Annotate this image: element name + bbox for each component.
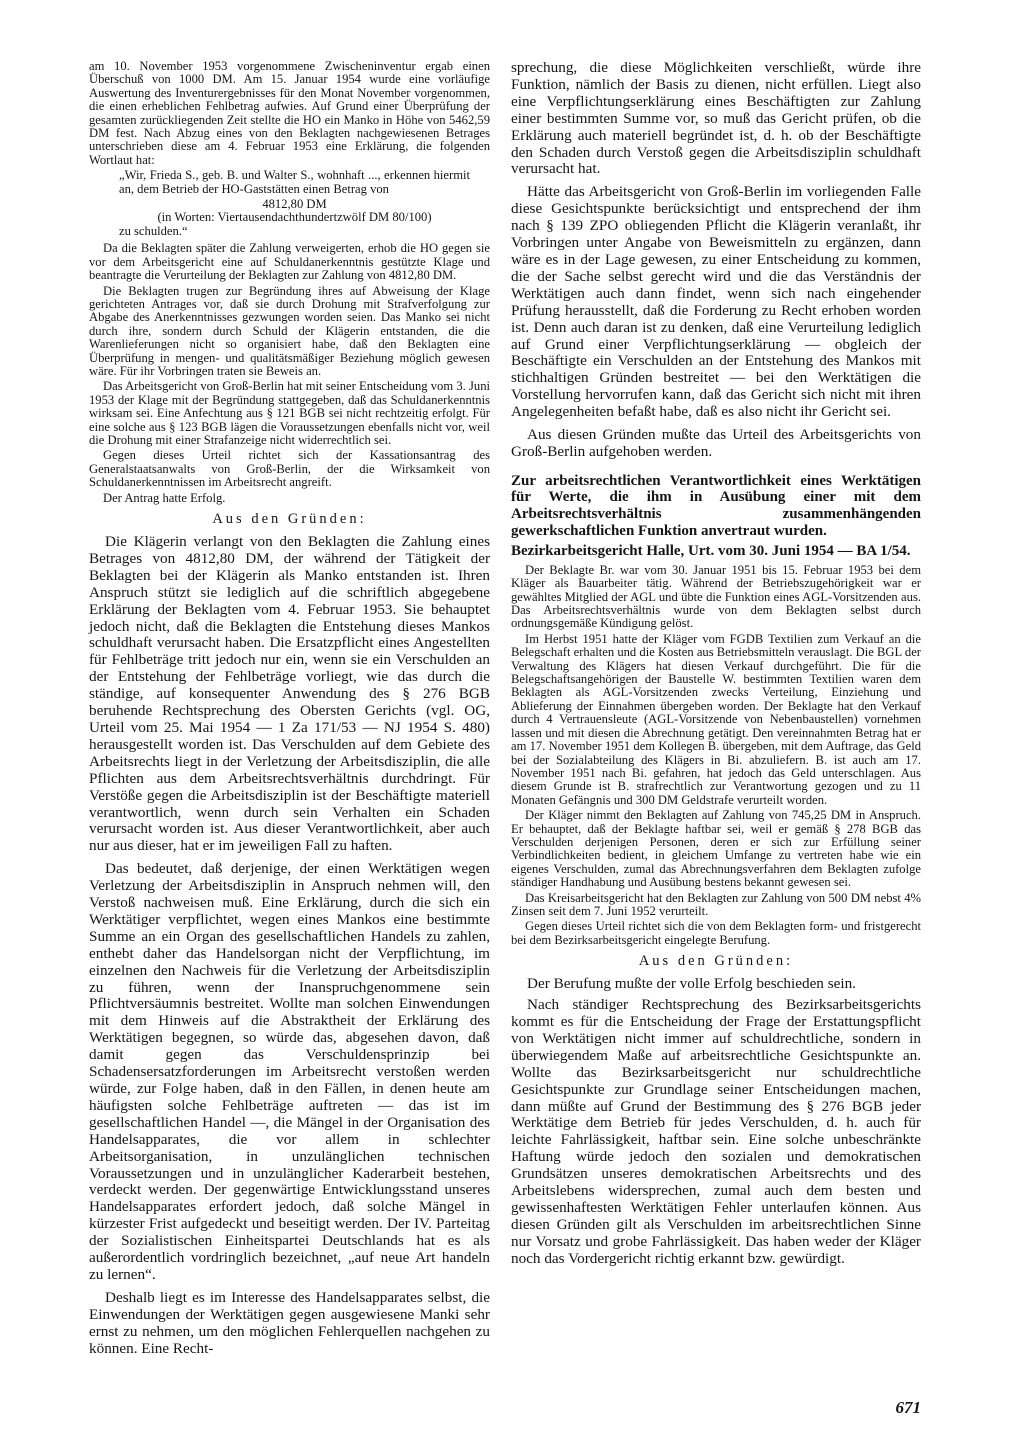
- section-heading: Aus den Gründen:: [212, 511, 367, 527]
- quoted-declaration: [89, 169, 490, 238]
- paragraph: Gegen dieses Urteil richtet sich die von dem Beklagten form- und fristgerecht bei dem Bezirksarbeitsgericht eingelegte Berufung.: [511, 919, 921, 947]
- page-number: 671: [895, 1398, 921, 1417]
- court-citation: Bezirkarbeitsgericht Halle, Urt. vom 30. Juni 1954 — BA 1/54.: [511, 543, 911, 560]
- paragraph: Das Kreisarbeitsgericht hat den Beklagten zur Zahlung von 500 DM nebst 4% Zinsen seit dem 7. Juni 1952 verurteilt.: [511, 890, 921, 918]
- paragraph: Der Kläger nimmt den Beklagten auf Zahlung von 745,25 DM in Anspruch. Er behauptet, daß der Beklagte haftbar sei, weil er gemäß § 278 BGB das Verschulden derjenigen Personen, deren er sich zur Erfüllung seiner Verbindlichkeiten bedient, in gleichem Umfange zu vertreten habe wie ein eigenes Verschulden, zumal das Abrechnungsverfahren dem Beklagten zufolge ständiger Handhabung und Ausübung bestens bekannt gewesen sei.: [511, 808, 921, 890]
- paragraph: Da die Beklagten später die Zahlung verweigerten, erhob die HO gegen sie vor dem Arbeitsgericht eine auf Schuldanerkenntnis gestützte Klage und beantragte die Verurteilung der Beklagten zur Zahlung von 4812,80 DM.: [89, 241, 490, 283]
- paragraph: Im Herbst 1951 hatte der Kläger vom FGDB Textilien zum Verkauf an die Belegschaft erhalten und die Kosten aus Betriebsmitteln verauslagt. Die BGL der Verwaltung des Klägers hat diesen Verkauf durchgeführt. Die für die Belegschaftsangehörigen der Baustelle W. bestimmten Textilien waren dem Beklagten als AGL-Vorsitzenden zwecks Verteilung, Einziehung und Ablieferung der Einnahmen übergeben worden. Der Beklagte hat den Verkauf durch 4 Vertrauensleute (AGL-Vorsitzende von Nebenbaustellen) vornehmen lassen und mit diesen die Abrechnung getätigt. Den vereinnahmten Betrag hat er am 17. November 1951 dem Kollegen B. übergeben, mit dem Auftrage, das Geld bei der Sozialabteilung des Klägers in Bi. abzuliefern. B. ist auch am 17. November 1951 nach Bi. gefahren, hat jedoch das Geld unterschlagen. Aus diesem Grunde ist B. strafrechtlich zur Verantwortung gezogen und zu 11 Monaten Gefängnis und 300 DM Geldstrafe verurteilt worden.: [511, 631, 921, 807]
- paragraph: Die Klägerin verlangt von den Beklagten die Zahlung eines Betrages von 4812,80 DM, der während der Tätigkeit der Beklagten bei der Klägerin als Manko entstanden ist. Ihren Anspruch stützt sie lediglich auf die schriftlich abgegebene Erklärung der Beklagten vom 4. Februar 1953. Sie behauptet jedoch nicht, daß die Beklagten die Entstehung dieses Mankos schuldhaft verursacht haben. Die Ersatzpflicht eines Angestellten für Fehlbeträge tritt jedoch nur ein, wenn sie ein Verschulden an der Entstehung der Fehlbeträge vorliegt, wie das durch die ständige, auf konsequenter Anwendung des § 276 BGB beruhende Rechtsprechung des Obersten Gerichts (vgl. OG, Urteil vom 25. Mai 1954 — 1 Za 171/53 — NJ 1954 S. 480) herausgestellt worden ist. Das Verschulden auf dem Gebiete des Arbeitsrechts liegt in der Verletzung der Arbeitsdisziplin, die alle Pflichten aus dem Arbeitsrechtsverhältnis durchdringt. Für Verstöße gegen die Arbeitsdisziplin ist der Beschäftigte materiell verantwortlich, wenn durch sein Verhalten ein Schaden verursacht worden ist. Aus dieser Verantwortlichkeit, aber auch nur aus dieser, hat er im jeweiligen Fall zu haften.: [89, 533, 490, 855]
- paragraph: Gegen dieses Urteil richtet sich der Kassationsantrag des Generalstaatsanwalts von Groß-Berlin, der die Wirksamkeit von Schuldanerkenntnissen im Arbeitsrecht angreift.: [89, 448, 490, 490]
- section-heading: Aus den Gründen:: [638, 953, 794, 970]
- paragraph: Die Beklagten trugen zur Begründung ihres auf Abweisung der Klage gerichteten Antrages vor, daß sie durch Drohung mit Strafverfolgung zur Abgabe des Anerkenntnisses gezwungen worden seien. Das Manko sei nicht durch ihre, sondern durch Schuld der Klägerin entstanden, die die Warenlieferungen nicht so organisiert habe, daß den Beklagten eine Überprüfung in mengen- und qualitätsmäßiger Beziehung möglich gewesen wäre. Für ihr Vorbringen traten sie Beweis an.: [89, 283, 490, 378]
- paragraph: Deshalb liegt es im Interesse des Handelsapparates selbst, die Einwendungen der Werktätigen gegen ausgewiesene Manki sehr ernst zu nehmen, um den möglichen Fehlerquellen nachgehen zu können. Eine Recht-: [89, 1288, 490, 1357]
- paragraph: Hätte das Arbeitsgericht von Groß-Berlin im vorliegenden Falle diese Gesichtspunkte berücksichtigt und entsprechend der ihm nach § 139 ZPO obliegenden Pflicht die Klägerin veranlaßt, ihr Vorbringen unter Angabe von Beweismitteln zu ergänzen, dann wäre es in der Lage gewesen, zu einer Entscheidung zu kommen, die der Sache selbst gerecht wird und die das Verständnis der Werktätigen auch dann findet, wenn sich nach eingehender Prüfung herausstellt, daß die Forderung zu Recht erhoben worden ist. Denn auch daran ist zu denken, daß eine Verurteilung lediglich auf Grund einer Verpflichtungserklärung — obgleich der Beschäftigte ein Verschulden an der Entstehung des Mankos mit stichhaltigen Gründen bestreitet — bei den Werktätigen die Vorstellung hervorrufen kann, daß das Gericht sich nicht mit ihren Angelegenheiten befaßt habe, daß es also nicht ihr Gericht sei.: [511, 183, 921, 421]
- paragraph: sprechung, die diese Möglichkeiten verschließt, würde ihre Funktion, nämlich der Basis zu dienen, nicht erfüllen. Liegt also eine Verpflichtungserklärung eines Beschäftigten zur Zahlung einer bestimmten Summe vor, so muß das Gericht prüfen, ob die Erklärung auch materiell begründet ist, d. h. ob der Beschäftigte den Schaden durch Verstoß gegen die Arbeitsdisziplin schuldhaft verursacht hat.: [511, 59, 921, 178]
- paragraph: Das bedeutet, daß derjenige, der einen Werktätigen wegen Verletzung der Arbeitsdisziplin in Anspruch nehmen will, den Verstoß nachweisen muß. Eine Erklärung, durch die sich ein Werktätiger verpflichtet, wegen eines Mankos eine bestimmte Summe an ein Organ des gesellschaftlichen Handels zu zahlen, enthebt daher das Handelsorgan nicht der Verpflichtung, im einzelnen den Nachweis für die Verletzung der Arbeitsdisziplin zu führen, wenn der Inanspruchgenommene sein Pflichtversäumnis bestreitet. Wollte man solchen Einwendungen mit dem Hinweis auf die Abstraktheit der Erklärung des Werktätigen begegnen, so würde das, abgesehen davon, daß damit gegen das Verschuldensprinzip bei Schadensersatzforderungen im Arbeitsrecht verstoßen werden würde, zur Folge haben, daß in den Fällen, in denen heute am häufigsten solche Fehlbeträge auftreten — das ist im gesellschaftlichen Handel —, die Mängel in der Organisation des Handelsapparates, die vor allem in schlechter Arbeitsorganisation, in unzulänglichen technischen Voraussetzungen und in unzulänglicher Kaderarbeit bestehen, verdeckt werden. Der gegenwärtige Entwicklungsstand unseres Handelsapparates erfordert jedoch, daß solche Mängel in kürzester Frist aufgedeckt und beseitigt werden. Der IV. Parteitag der Sozialistischen Einheitspartei Deutschlands hat es als außerordentlich vordringlich bezeichnet, „auf neue Art handeln zu lernen“.: [89, 860, 490, 1283]
- paragraph: Der Antrag hatte Erfolg.: [103, 490, 226, 505]
- quote-amount-words: (in Worten: Viertausendachthundertzwölf DM 80/100): [157, 210, 432, 225]
- quote-text: „Wir, Frieda S., geb. B. und Walter S., wohnhaft ..., erkennen hiermit an, dem Betrieb der HO-Gaststätten einen Betrag von: [119, 168, 470, 196]
- paragraph: Der Beklagte Br. war vom 30. Januar 1951 bis 15. Februar 1953 bei dem Kläger als Bauarbeiter tätig. Während der Betriebszugehörigkeit war er gewähltes Mitglied der AGL und übte die Funktion eines AGL-Vorsitzenden aus. Das Arbeitsrechtsverhältnis wurde von dem Beklagten selbst durch ordnungsgemäße Kündigung gelöst.: [511, 562, 921, 631]
- left-column: [89, 60, 490, 1362]
- paragraph: Aus diesen Gründen mußte das Urteil des Arbeitsgerichts von Groß-Berlin aufgehoben werden.: [511, 426, 921, 460]
- paragraph: am 10. November 1953 vorgenommene Zwischeninventur ergab einen Überschuß von 1000 DM. Am 15. Januar 1954 wurde eine vorläufige Auswertung des Inventurergebnisses für den Monat November vorgenommen, die einen erheblichen Fehlbetrag aufwies. Auf Grund einer Überprüfung der gesamten zurückliegenden Zeit stellte die HO ein Manko in Höhe von 5462,59 DM fest. Nach Abzug eines von den Beklagten nachgewiesenen Betrages unterschrieben diese am 4. Februar 1953 eine Erklärung, die folgenden Wortlaut hat:: [89, 59, 490, 167]
- paragraph: Das Arbeitsgericht von Groß-Berlin hat mit seiner Entscheidung vom 3. Juni 1953 der Klage mit der Begründung stattgegeben, daß das Schuldanerkenntnis wirksam sei. Eine Anfechtung aus § 121 BGB sei nicht rechtzeitig erfolgt. Für eine solche aus § 123 BGB lägen die Voraussetzungen ebenfalls nicht vor, weil die Drohung mit einer Strafanzeige nicht widerrechtlich sei.: [89, 379, 490, 447]
- quote-amount: 4812,80 DM: [262, 197, 327, 212]
- paragraph: Nach ständiger Rechtsprechung des Bezirksarbeitsgerichts kommt es für die Entscheidung der Frage der Erstattungspflicht von Werktätigen nicht immer auf schuldrechtliche, sondern in überwiegendem Maße auf arbeitsrechtliche Gesichtspunkte an. Wollte das Bezirksarbeitsgericht nur schuldrechtliche Gesichtspunkte zur Grundlage seiner Entscheidungen machen, dann müßte auf Grund der Bestimmung des § 276 BGB jeder Werktätige dem Betrieb für jedes Verschulden, d. h. auch für leichte Fahrlässigkeit, haftbar sein. Eine solche unbeschränkte Haftung würde jedoch den sozialen und demokratischen Grundsätzen unseres demokratischen Arbeitsrechts und des Arbeitslebens widersprechen, zumal auch dem besten und gewissenhaftesten Werktätigen Fehler unterlaufen können. Aus diesen Gründen gilt als Verschulden im arbeitsrechtlichen Sinne nur Vorsatz und grobe Fahrlässigkeit. Das haben weder der Kläger noch das Vordergericht richtig erkannt bzw. gewürdigt.: [511, 996, 921, 1267]
- article-headline: Zur arbeitsrechtlichen Verantwortlichkeit eines Werktätigen für Werte, die ihm in Ausübung einer mit dem Arbeitsrechtsverhältnis zusammenhängenden gewerkschaftlichen Funktion anvertraut wurden.: [511, 472, 921, 539]
- paragraph: Der Berufung mußte der volle Erfolg beschieden sein.: [527, 975, 856, 993]
- right-column: [511, 60, 921, 1272]
- quote-end: zu schulden.“: [119, 223, 188, 238]
